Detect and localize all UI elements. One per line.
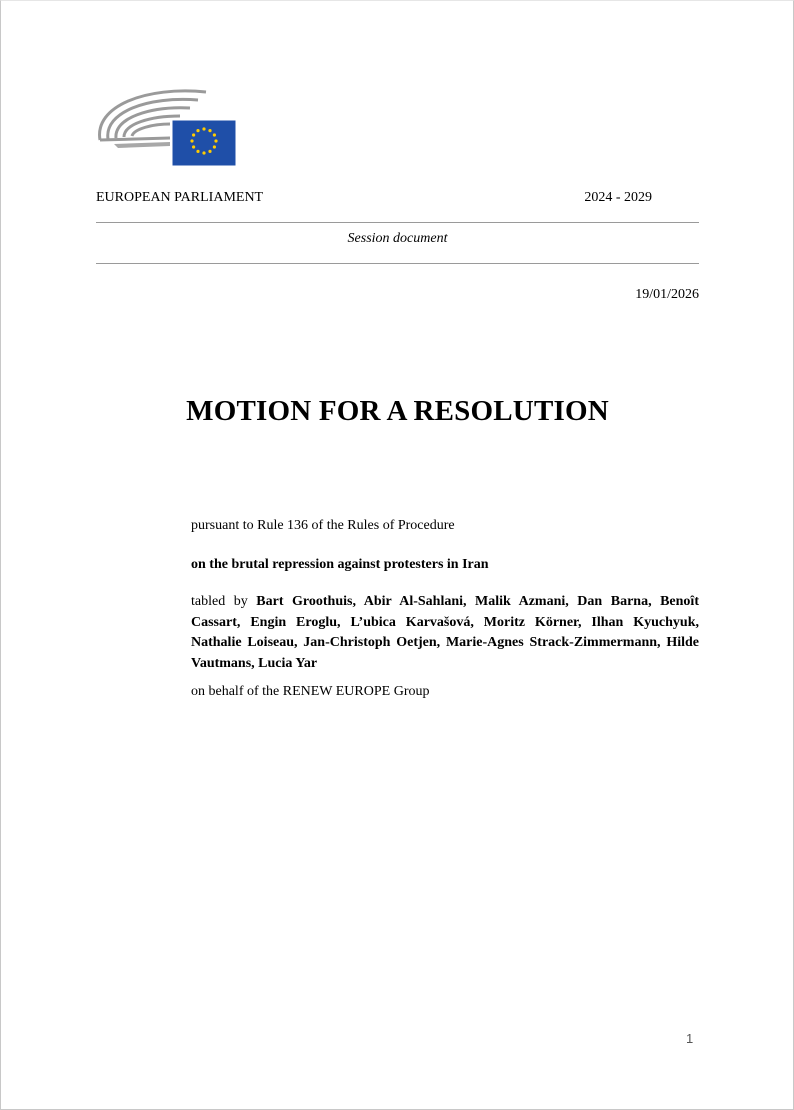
resolution-subject: on the brutal repression against protesters in Iran (191, 557, 489, 572)
document-header (96, 190, 652, 208)
parliamentary-term: 2024 - 2029 (584, 190, 652, 205)
header-divider-bottom (96, 263, 699, 264)
on-behalf-of: on behalf of the RENEW EUROPE Group (191, 684, 430, 699)
tabled-by-prefix: tabled by (191, 594, 257, 609)
tabled-by (191, 592, 699, 674)
document-title: MOTION FOR A RESOLUTION (186, 395, 609, 427)
institution-name: EUROPEAN PARLIAMENT (96, 190, 264, 205)
page-number: 1 (686, 1031, 694, 1046)
document-type: Session document (347, 231, 448, 246)
header-divider-top (96, 222, 699, 223)
document-date: 19/01/2026 (635, 287, 699, 302)
european-parliament-logo-icon (94, 84, 240, 168)
pursuant-rule: pursuant to Rule 136 of the Rules of Procedure (191, 518, 455, 533)
tabled-by-names: Bart Groothuis, Abir Al-Sahlani, Malik Azmani, Dan Barna, Benoît Cassart, Engin Eroglu, L’ubica Karvašová, Moritz Körner, Ilhan Kyuchyuk, Nathalie Loiseau, Jan-Christoph Oetjen, Marie-Agnes Strack-Zimmermann, Hilde Vautmans, Lucia Yar (191, 594, 699, 671)
